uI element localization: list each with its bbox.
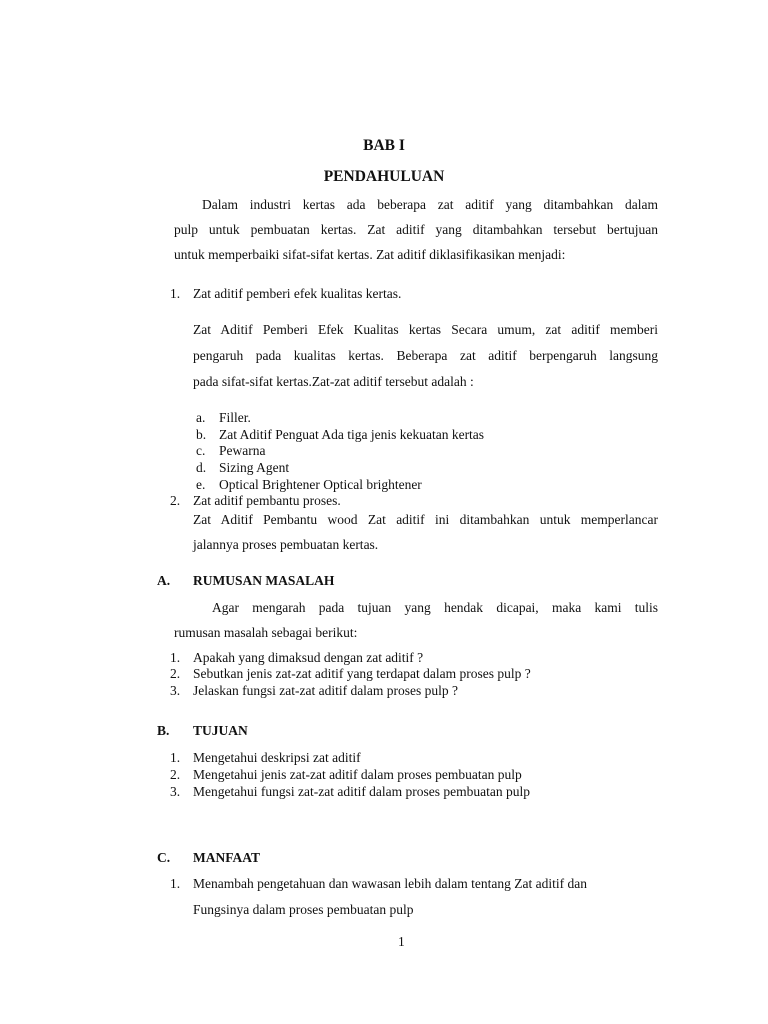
page-number: 1 <box>398 934 405 949</box>
chapter-title: PENDAHULUAN <box>323 168 445 185</box>
section-heading: RUMUSAN MASALAH <box>193 573 335 588</box>
list-text: Mengetahui deskripsi zat aditif <box>193 750 361 765</box>
sub-text: Sizing Agent <box>219 460 290 475</box>
list-text: Apakah yang dimaksud dengan zat aditif ? <box>193 650 424 665</box>
intro-line: Dalam industri kertas ada beberapa zat aditif yang ditambahkan dalam <box>202 197 658 212</box>
item2-paragraph-line: Zat Aditif Pembantu wood Zat aditif ini ditambahkan untuk memperlancar <box>193 512 658 527</box>
list-number: 2. <box>170 767 181 782</box>
list-number: 1. <box>170 650 181 665</box>
list-number: 3. <box>170 683 181 698</box>
item1-paragraph-line: Zat Aditif Pemberi Efek Kualitas kertas Secara umum, zat aditif memberi <box>193 322 658 337</box>
list-text: Zat aditif pemberi efek kualitas kertas. <box>193 286 402 301</box>
section-letter: A. <box>157 573 171 588</box>
section-a-paragraph-line: rumusan masalah sebagai berikut: <box>174 625 358 640</box>
sub-letter: a. <box>196 410 206 425</box>
list-text: Fungsinya dalam proses pembuatan pulp <box>193 902 414 917</box>
chapter-number: BAB I <box>363 137 405 154</box>
sub-text: Pewarna <box>219 443 266 458</box>
list-number: 1. <box>170 876 181 891</box>
sub-text: Optical Brightener Optical brightener <box>219 477 422 492</box>
list-text: Menambah pengetahuan dan wawasan lebih dalam tentang Zat aditif dan <box>193 876 587 891</box>
intro-line: pulp untuk pembuatan kertas. Zat aditif yang ditambahkan tersebut bertujuan <box>174 222 658 237</box>
section-letter: B. <box>157 723 170 738</box>
list-text: Zat aditif pembantu proses. <box>193 493 341 508</box>
list-number: 2. <box>170 493 181 508</box>
list-number: 1. <box>170 750 181 765</box>
sub-letter: e. <box>196 477 206 492</box>
list-number: 3. <box>170 784 181 799</box>
sub-letter: c. <box>196 443 206 458</box>
item2-paragraph-line: jalannya proses pembuatan kertas. <box>193 537 379 552</box>
sub-text: Zat Aditif Penguat Ada tiga jenis kekuatan kertas <box>219 427 485 442</box>
section-heading: TUJUAN <box>193 723 248 738</box>
intro-line: untuk memperbaiki sifat-sifat kertas. Zat aditif diklasifikasikan menjadi: <box>174 247 566 262</box>
list-text: Jelaskan fungsi zat-zat aditif dalam proses pulp ? <box>193 683 459 698</box>
section-letter: C. <box>157 850 171 865</box>
list-number: 1. <box>170 286 181 301</box>
sub-letter: b. <box>196 427 207 442</box>
section-a-paragraph-line: Agar mengarah pada tujuan yang hendak dicapai, maka kami tulis <box>212 600 658 615</box>
list-number: 2. <box>170 666 181 681</box>
sub-text: Filler. <box>219 410 251 425</box>
list-text: Sebutkan jenis zat-zat aditif yang terdapat dalam proses pulp ? <box>193 666 531 681</box>
section-heading: MANFAAT <box>193 850 260 865</box>
sub-letter: d. <box>196 460 207 475</box>
list-text: Mengetahui fungsi zat-zat aditif dalam proses pembuatan pulp <box>193 784 531 799</box>
list-text: Mengetahui jenis zat-zat aditif dalam proses pembuatan pulp <box>193 767 522 782</box>
item1-paragraph-line: pada sifat-sifat kertas.Zat-zat aditif tersebut adalah : <box>193 374 474 389</box>
item1-paragraph-line: pengaruh pada kualitas kertas. Beberapa zat aditif berpengaruh langsung <box>193 348 658 363</box>
